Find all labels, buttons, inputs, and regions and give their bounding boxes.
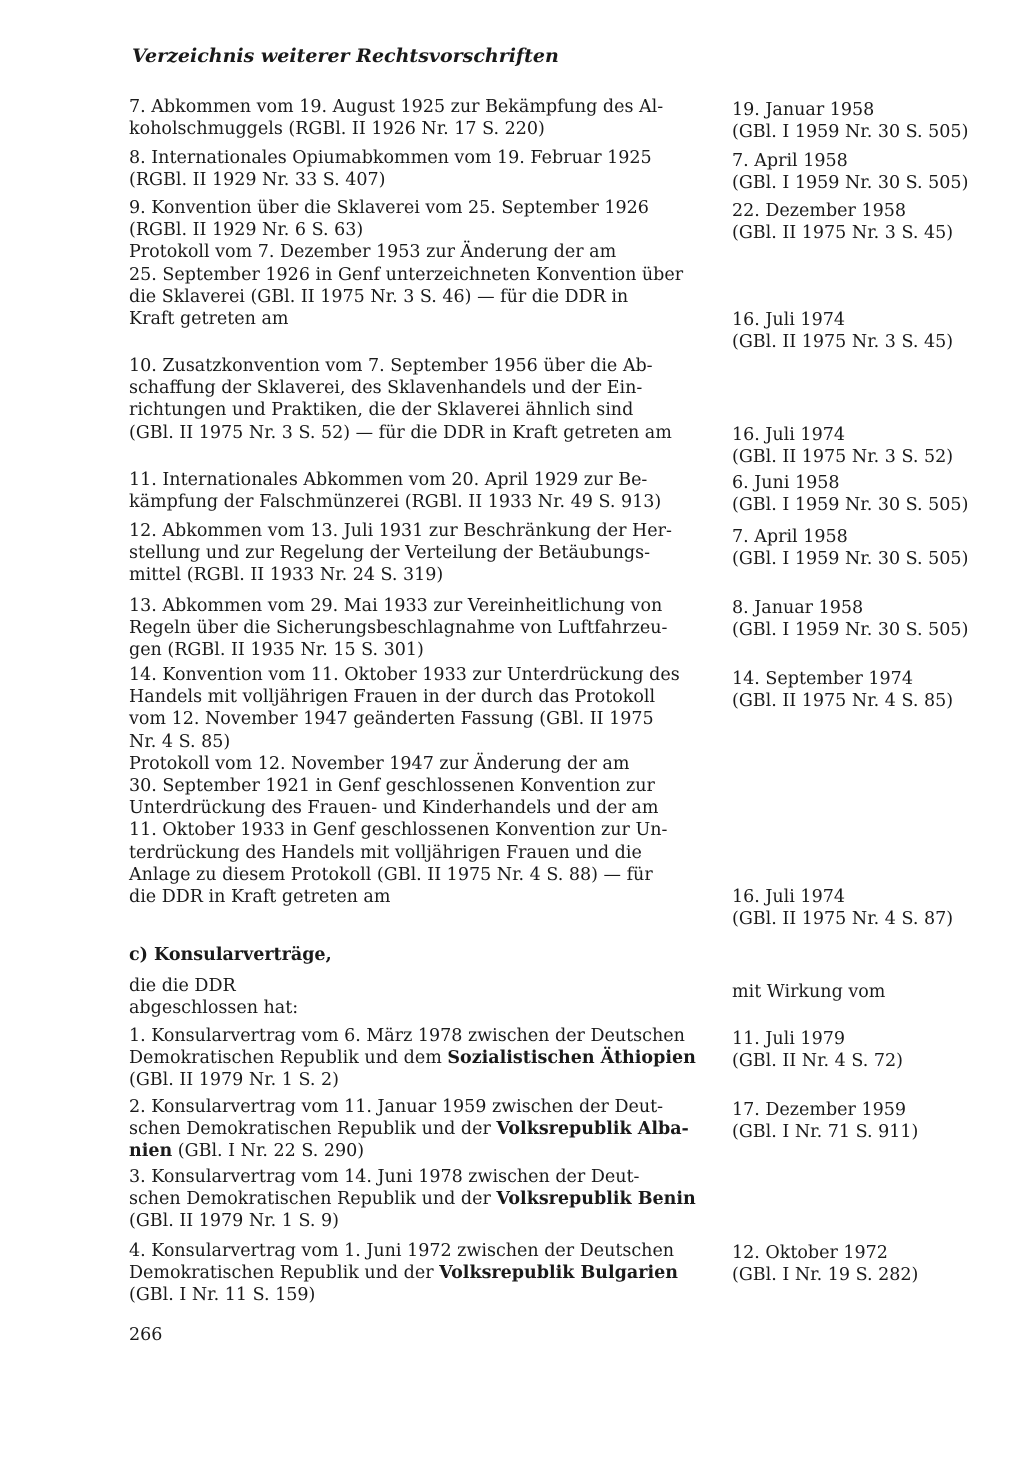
section-intro: die die DDR abgeschlossen hat:	[129, 976, 299, 1019]
entry-14-protocol-date: 16. Juli 1974 (GBl. II 1975 Nr. 4 S. 87)	[732, 887, 954, 930]
entry-12-date: 7. April 1958 (GBl. I 1959 Nr. 30 S. 505)	[732, 527, 969, 570]
entry-9-text: 9. Konvention über die Sklaverei vom 25. September 1926 (RGBl. II 1929 Nr. 6 S. 63) Protokoll vom 7. Dezember 1953 zur Änderung der am 25. September 1926 in Genf unterzeichneten Konvention über die Sklaverei (GBl. II 1975 Nr. 3 S. 46) — für die DDR in Kraft getreten am	[129, 198, 684, 330]
running-header: Verzeichnis weiterer Rechtsvorschriften	[132, 45, 559, 67]
consular-2-date: 17. Dezember 1959 (GBl. I Nr. 71 S. 911)	[732, 1100, 919, 1143]
entry-10-text: 10. Zusatzkonvention vom 7. September 1956 über die Ab- schaffung der Sklaverei, des Sklavenhandels und der Ein- richtungen und Praktiken, die der Sklaverei ähnlich sind (GBl. II 1975 Nr. 3 S. 52) — für die DDR in Kraft getreten am	[129, 356, 672, 443]
entry-10-date: 16. Juli 1974 (GBl. II 1975 Nr. 3 S. 52)	[732, 425, 954, 468]
entry-11-text: 11. Internationales Abkommen vom 20. April 1929 zur Be- kämpfung der Falschmünzerei (RGBl. II 1933 Nr. 49 S. 913)	[129, 470, 662, 513]
entry-12-text: 12. Abkommen vom 13. Juli 1931 zur Beschränkung der Her- stellung und zur Regelung der Verteilung der Betäubungs- mittel (RGBl. II 1933 Nr. 24 S. 319)	[129, 521, 672, 586]
entry-9-date: 22. Dezember 1958 (GBl. II 1975 Nr. 3 S. 45)	[732, 201, 954, 244]
consular-4-date: 12. Oktober 1972 (GBl. I Nr. 19 S. 282)	[732, 1243, 919, 1286]
entry-14-date: 14. September 1974 (GBl. II 1975 Nr. 4 S. 85)	[732, 669, 954, 712]
consular-treaty-3: 3. Konsularvertrag vom 14. Juni 1978 zwischen der Deut- schen Demokratischen Republik und der Volksrepublik Benin (GBl. II 1979 Nr. 1 S. 9)	[129, 1167, 696, 1232]
entry-9-protocol-date: 16. Juli 1974 (GBl. II 1975 Nr. 3 S. 45)	[732, 310, 954, 353]
consular-treaty-2: 2. Konsularvertrag vom 11. Januar 1959 zwischen der Deut- schen Demokratischen Republik und der Volksrepublik Alba- nien (GBl. I Nr. 22 S. 290)	[129, 1097, 689, 1162]
consular-1-date: 11. Juli 1979 (GBl. II Nr. 4 S. 72)	[732, 1029, 903, 1072]
consular-treaty-1: 1. Konsularvertrag vom 6. März 1978 zwischen der Deutschen Demokratischen Republik und dem Sozialistischen Äthiopien (GBl. II 1979 Nr. 1 S. 2)	[129, 1026, 696, 1091]
entry-14-text: 14. Konvention vom 11. Oktober 1933 zur Unterdrückung des Handels mit volljährigen Frauen in der durch das Protokoll vom 12. November 1947 geänderten Fassung (GBl. II 1975 Nr. 4 S. 85) Protokoll vom 12. November 1947 zur Änderung der am 30. September 1921 in Genf geschlossenen Konvention zur Unterdrückung des Frauen- und Kinderhandels und der am 11. Oktober 1933 in Genf geschlossenen Konvention zur Un- terdrückung des Handels mit volljährigen Frauen und die Anlage zu diesem Protokoll (GBl. II 1975 Nr. 4 S. 88) — für die DDR in Kraft getreten am	[129, 665, 680, 908]
entry-7-text: 7. Abkommen vom 19. August 1925 zur Bekämpfung des Al- koholschmuggels (RGBl. II 1926 Nr. 17 S. 220)	[129, 97, 664, 140]
entry-13-date: 8. Januar 1958 (GBl. I 1959 Nr. 30 S. 505)	[732, 598, 969, 641]
consular-treaty-4: 4. Konsularvertrag vom 1. Juni 1972 zwischen der Deutschen Demokratischen Republik und der Volksrepublik Bulgarien (GBl. I Nr. 11 S. 159)	[129, 1241, 678, 1306]
entry-8-text: 8. Internationales Opiumabkommen vom 19. Februar 1925 (RGBl. II 1929 Nr. 33 S. 407)	[129, 148, 652, 191]
section-heading: c) Konsularverträge,	[129, 945, 332, 965]
entry-7-date: 19. Januar 1958 (GBl. I 1959 Nr. 30 S. 505)	[732, 100, 969, 143]
effect-column-label: mit Wirkung vom	[732, 982, 886, 1002]
page-number: 266	[129, 1325, 163, 1345]
entry-8-date: 7. April 1958 (GBl. I 1959 Nr. 30 S. 505)	[732, 151, 969, 194]
entry-11-date: 6. Juni 1958 (GBl. I 1959 Nr. 30 S. 505)	[732, 473, 969, 516]
entry-13-text: 13. Abkommen vom 29. Mai 1933 zur Vereinheitlichung von Regeln über die Sicherungsbeschlagnahme von Luftfahrzeu- gen (RGBl. II 1935 Nr. 15 S. 301)	[129, 596, 668, 661]
